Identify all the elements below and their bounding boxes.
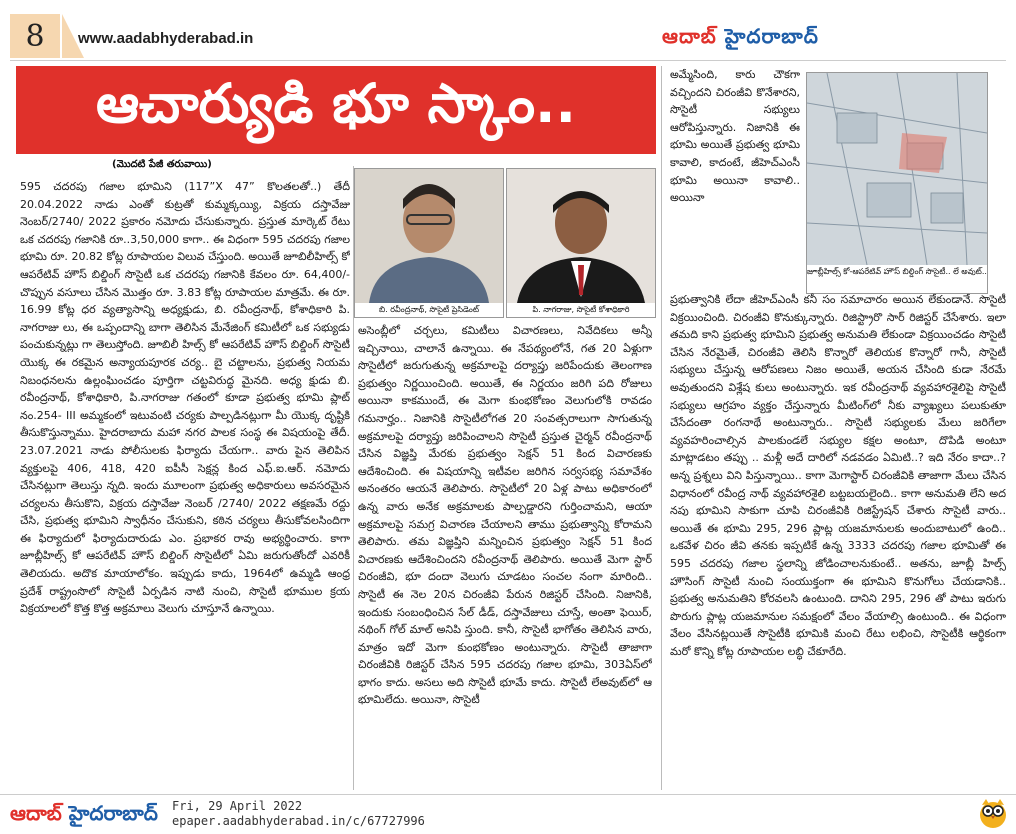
column-3-bottom xyxy=(670,291,1006,791)
photo-treasurer xyxy=(506,168,656,318)
header-divider xyxy=(10,60,1006,61)
column-2 xyxy=(358,322,652,792)
edition-date: Fri, 29 April 2022 xyxy=(172,799,303,813)
site-url[interactable]: www.aadabhyderabad.in xyxy=(78,30,254,47)
layout-map-image xyxy=(806,72,988,294)
column-3-top xyxy=(670,66,800,290)
masthead-logo xyxy=(662,24,819,53)
column-3-bottom-text: ప్రభుత్వానికి లేదా జీహెచ్‌ఎంసీ కనీ సం సమాచారం అయిన లేకుండానే. సొసైటీ విక్రయించింది. చిరంజీవి కొనుక్కున్నారు. రిజిస్ట్రారొ సార్ రిజిస్టర్ చేసేశారు. ఇలా తమది కాని ప్రభుత్వ భూమిని ప్రభుత్వ అనుమతి లేకుండా విక్రయించడం సొసైటీ చేసిన నేరమైతే, చిరంజీవి తెలిసి కొన్నారో తెలియక కొన్నారో గానీ, సొసైటీ సభ్యులు చేస్తున్న ఆరోపణలు నిజం అయితే, అయన చేసింది కుడా నేరమే అవుతుందని విశ్లేష కులు అంటున్నారు. ఇక రవీంద్రనాథ్ వ్యవహారశైలిపై సొసైటీ సభ్యులు ఆగ్రహం వ్యక్తం చేస్తున్నారు మీటింగ్‌లో నీకు వ్యాఖ్యలు పలుకుతూ చేసేదంతా రంగనాథే అంటున్నారు.. సొసైటీ సభ్యులకు మేలు జరిగేలా వ్యవహరించాల్సిన పాలకుండలే సభ్యుల కక్షల అంటూ, దొపిడి అంటూ మాట్లాడటం తప్పు .. మళ్లీ అదే దారిలో నడవడం ఏమిటి..? ఇది నేరం కాదా..? అన్న ప్రశ్నలు విని పిస్తున్నాయి.. కాగా మెగాస్టార్ చిరంజీవికి తాజాగా మేలు చేసిన విధానంలో రవీంద్ర నాథ్ వ్యవహారశైలి బట్టబయలైంది.. కాగా అనుమతి లేని అద నపు భూమిని సాకుగా చూపి చిరంజీవికి రిజిస్ట్రేషన్ చేశారు సొసైటీ వారు.. అయితే ఈ భూమి 295, 296 ప్లాట్ల యజమానులకు అందుబాటులో ఉంది.. ఒకవేళ చిరం జీవి తనకు ఇప్పటికే ఉన్న 3333 చదరపు గజాల భూమితో ఈ 595 చదరపు గజాల స్థలాన్ని జోడించాలనుకుంటే.. అతను, జూబ్లీ హిల్స్ హౌసింగ్ సొసైటీ నుంచి సంయుక్తంగా ఈ భూమిని కొనుగోలు చేయడానికి.. ప్రభుత్వ అనుమతిని కోరవలసి ఉంటుంది. దానిని 295, 296 తో పాటు ఇరుగు పొరుగు ప్లాట్ల యజమానుల సమక్షంలో వేలం వేయాల్సి ఉంటుంది.. ఈ విధంగా వేలం వేసినట్లయితే సొసైటీకి భూమికి మంచి రేటు లభించి, సొసైటీకి ఆర్థికంగా మరో కొన్ని కోట్ల రూపాయల లబ్ధి చేకూరేది. xyxy=(670,293,1006,658)
epaper-link[interactable]: epaper.aadabhyderabad.in/c/67727996 xyxy=(172,814,425,828)
photo-treasurer-caption: పి. నాగరాజు, సొసైటీ కోశాధికారి xyxy=(507,303,655,317)
masthead-logo-part-b: హైదరాబాద్ xyxy=(724,24,819,48)
column-1-text: 595 చదరపు గజాల భూమిని (117”X 47” కొలతలతో..) తేదీ 20.04.2022 నాడు ఎంతో కుట్రతో కుమ్మక్కయ్యి, విక్రయ దస్తావేజు నెంబర్/2740/ 2022 ప్రకారం నమోదు చేసుకున్నారు. ప్రస్తుత మార్కెట్ రేటు ఒక చదరపు గజానికి రూ..3,50,000 కాగా.. ఈ విధంగా 595 చదరపు గజాల భూమి రూ. 20.82 కోట్ల రూపాయల విలువ చేస్తుంది. అయితే జూబిలీహిల్స్ కో ఆపరేటివ్ హౌస్ బిల్డింగ్ సొసైటీ ఒక చదరపు గజానికి కేవలం రూ. 64,400/- చొప్పున వసూలు చేసిన మొత్తం రూ. 3.83 కోట్ల రూపాయల మాత్రమే. ఈ రూ. 16.99 కోట్ల ధర వ్యత్యాసాన్ని అధ్యక్షుడు, బి. రవీంద్రనాథ్, కోశాధికారి పి. నాగరాజు లు, ఈ ఒప్పందాన్ని బాగా తెలిసిన మేనేజింగ్ కమిటీలో ఒక సభ్యుడు పంచుకున్నట్లు గా తెలుస్తోంది. జూబిలీ హిల్స్ కో ఆపరేటివ్ హౌస్ బిల్డింగ్ సొసైటీ యొక్క ఈ రకమైన అన్యాయపూరక చర్య.. బై చట్టాలను, ప్రభుత్వ నియమ నిబంధనలను ఉల్లంఘించడం పూర్తిగా చట్టవిరుద్ధ మైనది. అధ్య క్షుడు బి. రవీంద్రనాథ్, కోశాధికారి, పి.నాగరాజు గతంలో కూడా ప్రభుత్వ భూమి ప్లాట్ నం.254- III అమ్మకంలో ఇటువంటి చర్యకు పాల్పడినట్లుగా మీ యొక్క దృష్టికి తీసుకొస్తున్నాము. హైదరాబాదు మహా నగర పాలక సంస్థ ఈ విషయంపై తేదీ. 23.07.2021 నాడు పోలీసులకు ఫిర్యాదు చేయగా.. వారు పైన తెలిపిన వ్యక్తులపై 406, 418, 420 ఐపీసీ సెక్షన్ల కింద ఎఫ్.ఐ.ఆర్. నమోదు చేసినట్లుగా తెలుస్తు న్నది. ఇందు మూలంగా ప్రభుత్వ అధికారులు అవసరమైన చర్యలను తీసుకొని, విక్రయ దస్తావేజు నెంబర్ /2740/ 2022 తక్షణమే రద్దు చేసి, ప్రభుత్వ భూమిని స్వాధీనం చేసుకుని, కఠిన చర్యలు తీసుకోవలసిందిగా ఈ ఫిర్యాదులో ఫిర్యాదుదారుడు ఎం. ప్రభాకర రావు అభ్యర్థించారు. కాగా జూబ్లీహిల్స్ కో ఆపరేటివ్ హౌస్ బిల్డింగ్ సొసైటీలో ఏమి జరుగుతోందో ఎవరికీ తెలియదు. అదొక మాయాలోకం. ఇప్పుడు కాదు, 1964లో ఉమ్మడి ఆంధ్ర ప్రదేశ్ రాష్ట్రంసొలో సొసైటీ ఏర్పడిన నాటి నుంచి, సొసైటీ భూముల క్రయ విక్రయాలలో కొత్త కొత్త అక్రమాలు వెలుగు చూస్తూనే ఉన్నాయి. xyxy=(20,180,350,616)
owl-icon xyxy=(978,797,1008,829)
photo-president-caption: బి. రవీంద్రనాథ్, సొసైటీ ప్రెసిడెంట్ xyxy=(355,303,503,317)
page-header xyxy=(0,0,1016,62)
column-divider xyxy=(661,66,662,790)
page-footer xyxy=(0,794,1016,834)
person-portrait-icon xyxy=(355,169,503,303)
map-icon xyxy=(807,73,987,265)
page-number: 8 xyxy=(10,14,60,58)
column-3-top-text: అమ్మేసింది, కారు చౌకగా వచ్చిందని చిరంజీవి కొనేశారని, సొసైటీ సభ్యులు ఆరోపిస్తున్నారు. నిజానికి ఈ భూమి అయితే ప్రభుత్వ భూమి కావాలి, కాదంటే, జీహెచ్‌ఎంసీ భూమి అయినా కావాలి.. అయినా xyxy=(670,68,800,205)
masthead-logo-part-a: ఆదాబ్ xyxy=(662,24,725,48)
map-caption: జూబ్లీహిల్స్ కో-ఆపరేటివ్ హౌస్ బిల్డింగ్ సొసైటీ.. లే అవుట్.. xyxy=(807,265,987,293)
column-1 xyxy=(20,178,350,788)
footer-logo xyxy=(10,801,158,830)
footer-logo-part-a: ఆదాబ్ xyxy=(10,801,69,825)
continued-label: (మొదటి పేజీ తరువాయి) xyxy=(112,159,212,170)
footer-logo-part-b: హైదరాబాద్ xyxy=(68,801,158,825)
column-2-text: అసెంబ్లీలో చర్చలు, కమిటీలు విచారణలు, నివేదికలు అన్నీ ఇచ్చినాయి, చాలానే ఉన్నాయి. ఈ నేపథ్యంలోనే, గత 20 ఏళ్లుగా సొసైటీలో జరుగుతున్న అక్రమాలపై దర్యాప్తు జరిపేందుకు తెలంగాణ ప్రభుత్వం నిర్ణయించింది. అయితే, ఈ నిర్ణయం జరిగి పది రోజులు అయినా కాకముందే, ఈ మెగా కుంభకోణం వెలుగులోకి రావడం గమనార్హం.. నిజానికి సొసైటీలోగత 20 సంవత్సరాలుగా సాగుతున్న అక్రమాలపై దర్యాప్తు జరిపించాలని సొసైటీ ప్రస్తుత చైర్మన్ రవీంద్రనాథ్ చేసిన విజ్ఞప్తి మేరకు ప్రభుత్వం సెక్షన్ 51 కింద విచారణకు ఆదేశించింది. ఈ విషయాన్ని ఇటీవల జరిగిన సర్వసభ్య సమావేశం అనంతరం ఆయనే తెలిపారు. సొసైటీలో 20 ఏళ్ల పాటు అధికారంలో ఉన్న వారు అనేక అక్రమాలకు పాల్పడ్డారని గుర్తించామని, ఆయా అక్రమాలపై సమగ్ర విచారణ చేయాలని తాము ప్రభుత్వాన్ని కోరామని తెలిపారు. తమ విజ్ఞప్తిని మన్నించిన ప్రభుత్వం సెక్షన్ 51 కింద విచారణకు ఆదేశించిందని రవీంద్రనాథ్ తెలిపారు. అయితే మెగా స్టార్ చిరంజీవి, భూ దందా వెలుగు చూడటం సంచల నంగా మారింది.. సొసైటీ ఈ నెల 20న చిరంజీవి పేరున రిజిస్టర్ చేసింది. నిజానికి, ఇందుకు సంబంధించిన సేల్ డీడ్, దస్తావేజులు చూస్తే, అంతా ఫెయిర్, నథింగ్ గోల్ మాల్ అనిపి స్తుంది. కానీ, సొసైటీ భాగోతం తెలిసిన వారు, మాత్రం ఇదో మెగా కుంభకోణం అంటున్నారు. సొసైటీ తాజాగా చిరంజీవికి రిజిస్టర్ చేసిన 595 చదరపు గజాల భూమి, 303ఏస్‌లో భాగం కాదు. అసలు అది సొసైటీ భూమే కాదు. సొసైటీ లేఅవుట్‌లో ఆ భూమిలేదు. అయినా, సొసైటీ xyxy=(358,324,652,707)
article-headline: ఆచార్యుడి భూ స్కాం.. xyxy=(16,66,656,154)
photo-president xyxy=(354,168,504,318)
person-portrait-icon xyxy=(507,169,655,303)
